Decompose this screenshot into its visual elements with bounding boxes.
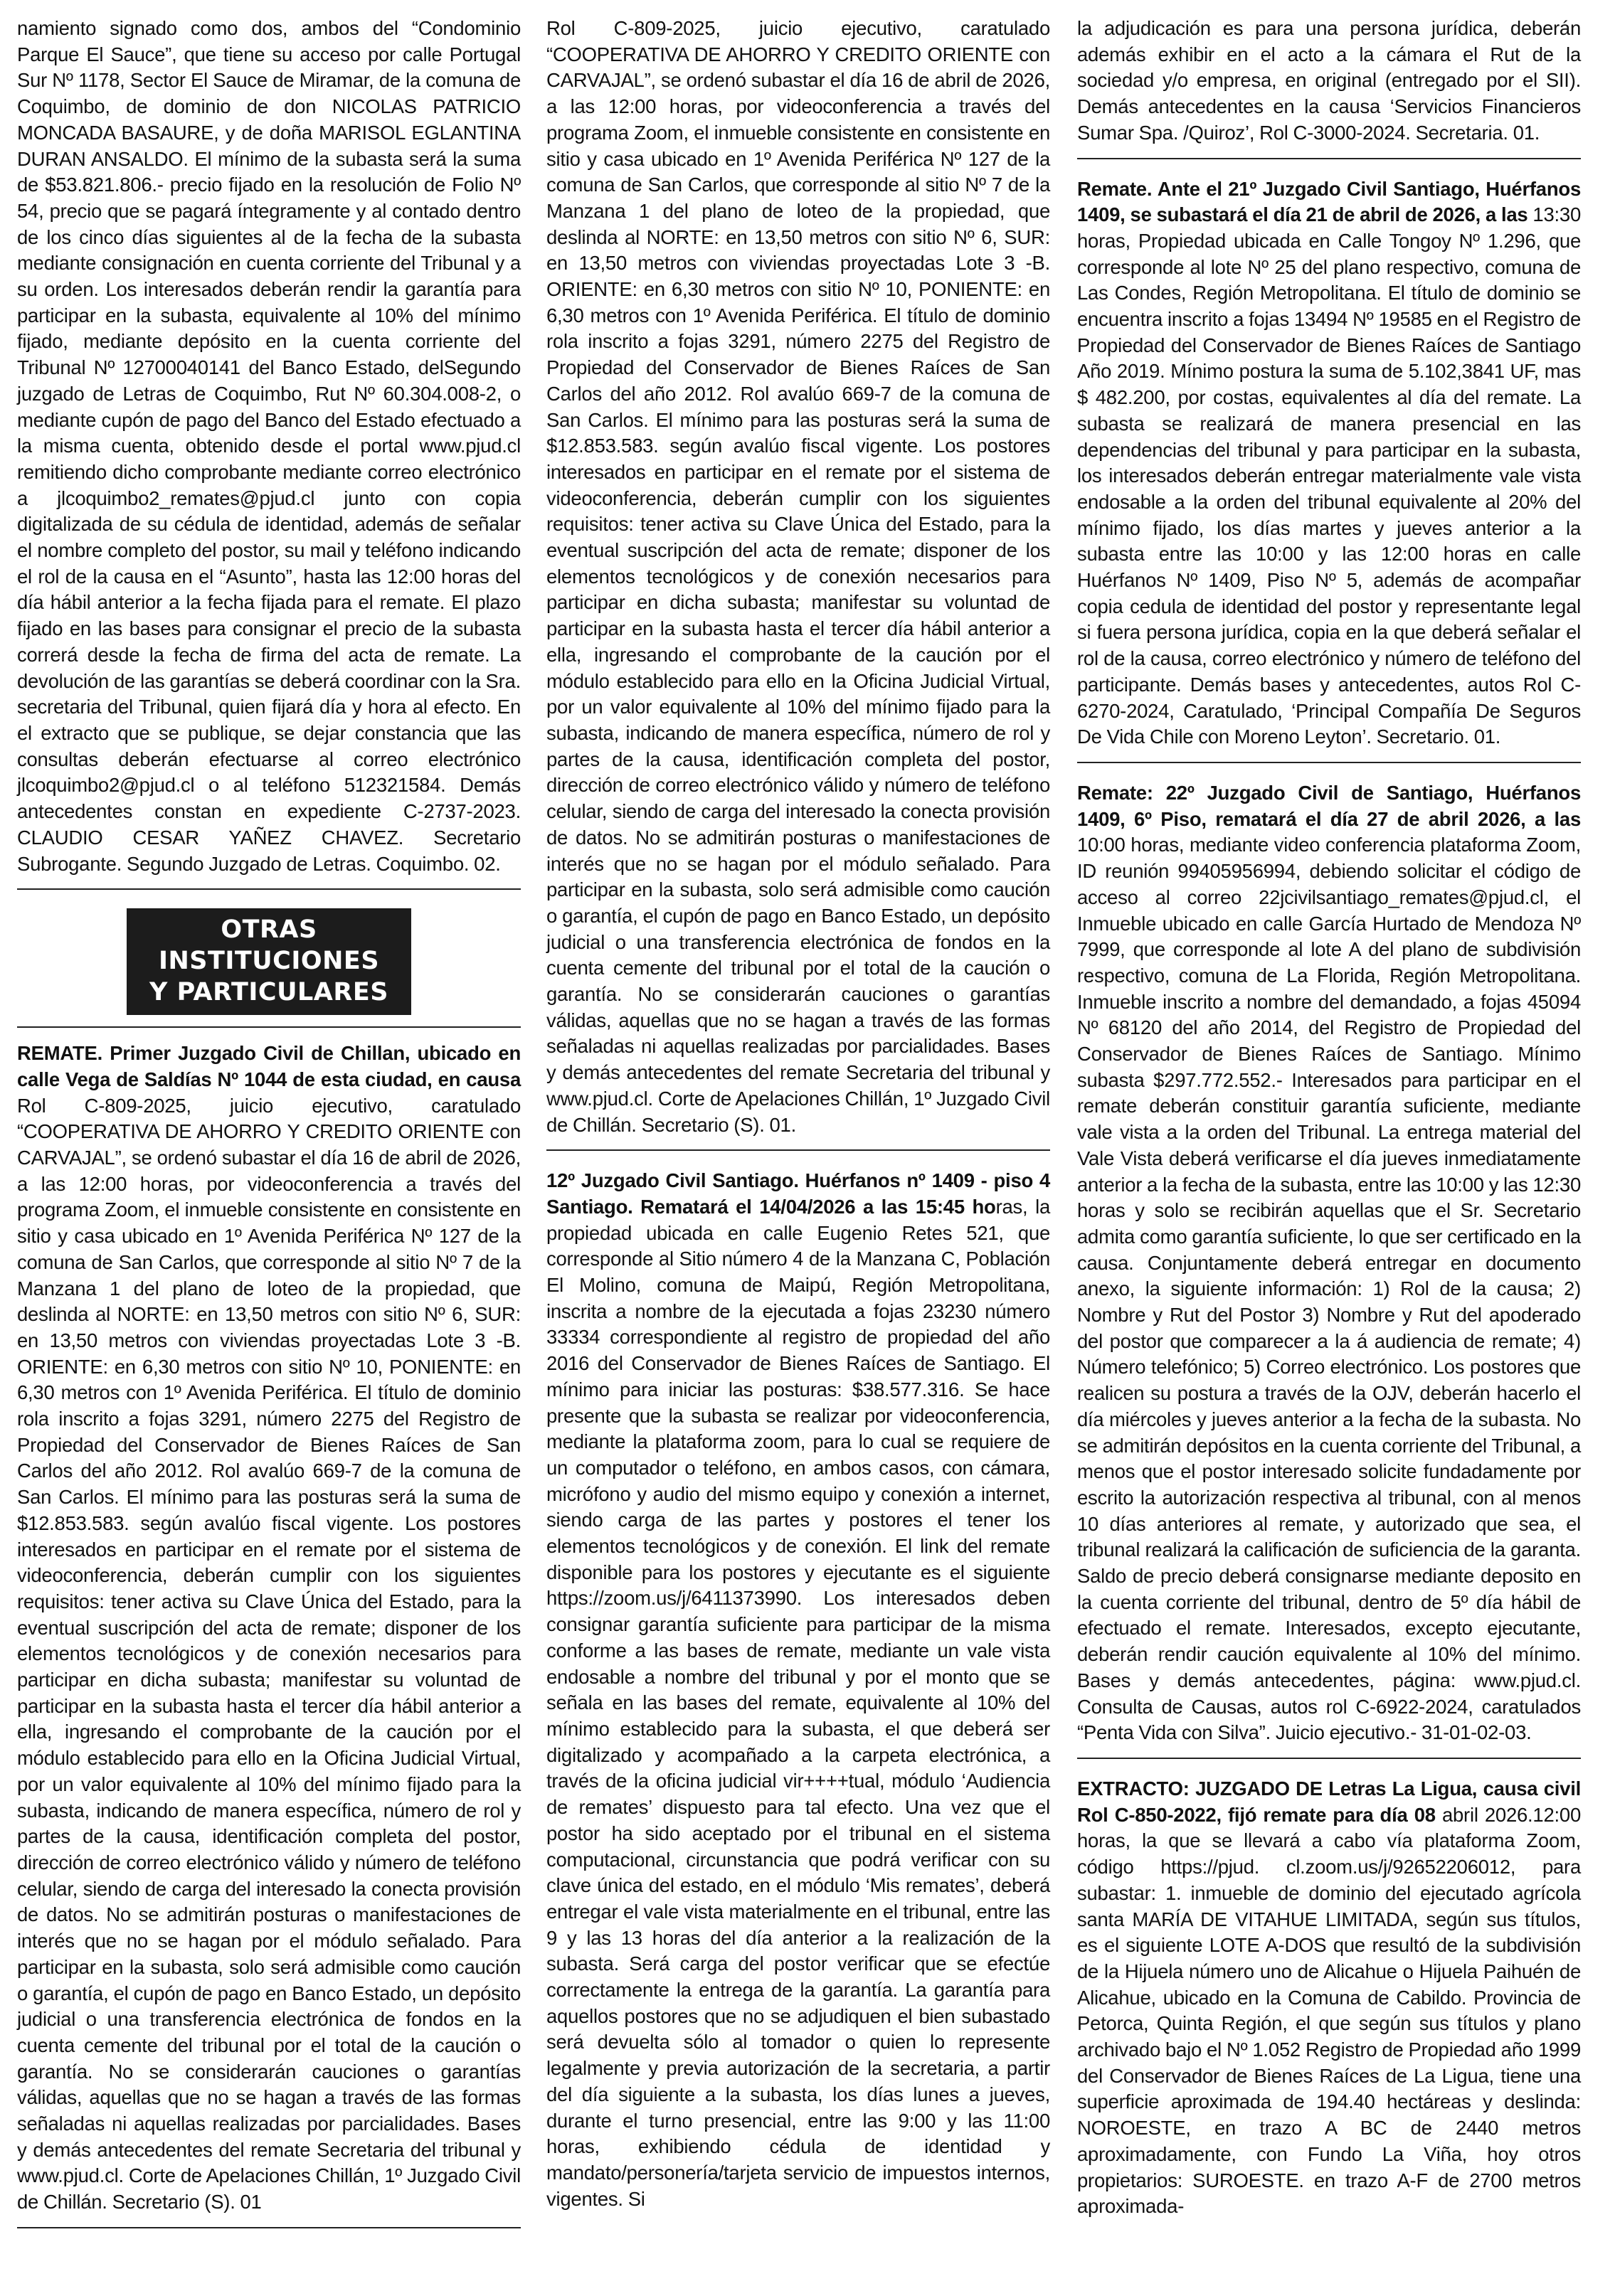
- section-header: [17, 908, 521, 1028]
- section-header-line-1: OTRAS INSTITUCIONES: [158, 915, 380, 976]
- notice-heading: EXTRACTO: JUZGADO DE Letras La Ligua, causa civil Rol C-850-2022, fijó remate para día 08: [1077, 1777, 1581, 1826]
- notice-chillan-continuation: Rol C-809-2025, juicio ejecutivo, caratulado “COOPERATIVA DE AHORRO Y CREDITO ORIENTE con CARVAJAL”, se ordenó subastar el día 16 de abril de 2026, a las 12:00 horas, por videoconferencia a través del programa Zoom, el inmueble consistente en consistente en sitio y casa ubicado en 1º Avenida Periférica Nº 127 de la comuna de San Carlos, que corresponde al sitio Nº 7 de la Manzana 1 del plano de loteo de la propiedad, que deslinda al NORTE: en 13,50 metros con sitio Nº 6, SUR: en 13,50 metros con viviendas proyectadas Lote 3 -B. ORIENTE: en 6,30 metros con sitio Nº 10, PONIENTE: en 6,30 metros con 1º Avenida Periférica. El título de dominio rola inscrito a fojas 3291, número 2275 del Registro de Propiedad del Conservador de Bienes Raíces de San Carlos del año 2012. Rol avalúo 669-7 de la comuna de San Carlos. El mínimo para las posturas será la suma de $12.853.583. según avalúo fiscal vigente. Los postores interesados en participar en el remate por el sistema de videoconferencia, deberán cumplir con los siguientes requisitos: tener activa su Clave Única del Estado, para la eventual suscripción del acta de remate; disponer de los elementos tecnológicos y de conexión necesarios para participar en dicha subasta; manifestar su voluntad de participar en la subasta hasta el tercer día hábil anterior a ella, ingresando el comprobante de la caución por el módulo establecido para ello en la Oficina Judicial Virtual, por un valor equivalente al 10% del mínimo fijado para la subasta, indicando de manera específica, número de rol y partes de la causa, identificación completa del postor, dirección de correo electrónico válido y número de teléfono celular, siendo de carga del interesado la conecta provisión de datos. No se admitirán posturas o manifestaciones de interés que no se hagan por el módulo señalado. Para participar en la subasta, solo será admisible como caución o garantía, el cupón de pago en Banco Estado, un depósito judicial o una transferencia electrónica de fondos en la cuenta cemente del tribunal por el total de la caución o garantía. No se considerarán cauciones o garantías válidas, aquellas que no se hagan a través de las formas señaladas ni aquellas realizadas por parcialidades. Bases y demás antecedentes del remate Secretaria del tribunal y www.pjud.cl. Corte de Apelaciones Chillán, 1º Juzgado Civil de Chillán. Secretario (S). 01.: [546, 17, 1050, 1136]
- divider: [1077, 158, 1581, 159]
- section-header-box: [127, 908, 411, 1015]
- divider: [17, 2227, 521, 2228]
- notice-12-juzgado: 12º Juzgado Civil Santiago. Huérfanos nº 1409 - piso 4 Santiago. Rematará el 14/04/2026 a las 15:45 horas, la propiedad ubicada en calle Eugenio Retes 521, que corresponde al Sitio número 4 de la Manzana C, Población El Molino, comuna de Maipú, Región Metropolitana, inscrita a nombre de la ejecutada a fojas 23230 número 33334 correspondiente al registro de propiedad del año 2016 del Conservador de Bienes Raíces de Santiago. El mínimo para iniciar las posturas: $38.577.316. Se hace presente que la subasta se realizar por videoconferencia, mediante la plataforma zoom, para lo cual se requiere de un computador o teléfono, en ambos casos, con cámara, micrófono y audio del mismo equipo y conexión a internet, siendo carga de las partes y postores el tener los elementos tecnológicos y de conexión. El link del remate disponible para los postores y ejecutante es el siguiente https://zoom.us/j/6411373990. Los interesados deben consignar garantía suficiente para participar de la misma conforme a las bases de remate, mediante un vale vista endosable a nombre del tribunal y por el monto que se señala en las bases del remate, equivalente al 10% del mínimo establecido para la subasta, el que deberá ser digitalizado y acompañado a la carpeta electrónica, a través de la oficina judicial vir++++tual, módulo ‘Audiencia de remates’ dispuesto para tal efecto. Una vez que el postor ha sido aceptado por el tribunal en el sistema computacional, circunstancia que podrá verificar con su clave única del estado, en el módulo ‘Mis remates’, deberá entregar el vale vista materialmente en el tribunal, entre las 9 y las 13 horas del día anterior a la realización de la subasta. Será carga del postor verificar que se efectúe correctamente la entrega de la garantía. La garantía para aquellos postores que no se adjudiquen el bien subastado será devuelta sólo al tomador o quien lo represente legalmente y previa autorización de la secretaria, a partir del día siguiente a la subasta, los días lunes a jueves, durante el turno presencial, entre las 9:00 y las 11:00 horas, exhibiendo cédula de identidad y mandato/personería/tarjeta servicio de impuestos internos, vigentes. Si: [546, 1169, 1050, 2210]
- notice-12-juzgado-continuation: la adjudicación es para una persona jurídica, deberán además exhibir en el acto a la cámara el Rut de la sociedad y/o empresa, en original (entregado por el SII). Demás antecedentes en la causa ‘Servicios Financieros Sumar Spa. /Quiroz’, Rol C-3000-2024. Secretaria. 01.: [1077, 17, 1581, 144]
- column-3: [1077, 16, 1581, 2220]
- notice-22-juzgado: Remate: 22º Juzgado Civil de Santiago, Huérfanos 1409, 6º Piso, rematará el día 27 de abril 2026, a las 10:00 horas, mediante video conferencia plataforma Zoom, ID reunión 99405956994, debiendo solicitar el código de acceso al correo 22jcivilsantiago_remates@pjud.cl, el Inmueble ubicado en calle García Hurtado de Mendoza Nº 7999, que corresponde al lote A del plano de subdivisión respectivo, comuna de La Florida, Región Metropolitana. Inmueble inscrito a nombre del demandado, a fojas 45094 Nº 68120 del año 2014, del Registro de Propiedad del Conservador de Bienes Raíces de Santiago. Mínimo subasta $297.772.552.- Interesados para participar en el remate deberán constituir garantía suficiente, mediante vale vista a la orden del Tribunal. La entrega material del Vale Vista deberá verificarse el día jueves inmediatamente anterior a la fecha de la subasta, entre las 10:00 y las 12:30 horas y solo se recibirán aquellas que el Sr. Secretario admita como garantía suficiente, lo que ser certificado en la causa. Conjuntamente deberá entregar en documento anexo, la siguiente información: 1) Rol de la causa; 2) Nombre y Rut del Postor 3) Nombre y Rut del apoderado del postor que comparecer a la á audiencia de remate; 4) Número telefónico; 5) Correo electrónico. Los postores que realicen su postura a través de la OJV, deberán hacerlo el día miércoles y jueves anterior a la fecha de la subasta. No se admitirán depósitos en la cuenta corriente del Tribunal, a menos que el postor interesado solicite fundadamente por escrito la autorización respectiva al tribunal, con al menos 10 días anteriores al remate, y autorizado que sea, el tribunal realizará la calificación de suficiencia de la garanta. Saldo de precio deberá consignarse mediante deposito en la cuenta corriente del tribunal, dentro de 5º día hábil de efectuado el remate. Interesados, excepto ejecutante, deberán rendir caución equivalente al 10% del mínimo. Bases y demás antecedentes, página: www.pjud.cl. Consulta de Causas, autos rol C-6922-2024, caratulados “Penta Vida con Silva”. Juicio ejecutivo.- 31-01-02-03.: [1077, 781, 1581, 1744]
- notice-heading: Remate: 22º Juzgado Civil de Santiago, Huérfanos 1409, 6º Piso, rematará el día 27 de abril 2026, a las: [1077, 781, 1581, 830]
- divider: [17, 888, 521, 890]
- divider: [546, 1149, 1050, 1151]
- notice-chillan-remate: REMATE. Primer Juzgado Civil de Chillan, ubicado en calle Vega de Saldías Nº 1044 de esta ciudad, en causa Rol C-809-2025, juicio ejecutivo, caratulado “COOPERATIVA DE AHORRO Y CREDITO ORIENTE con CARVAJAL”, se ordenó subastar el día 16 de abril de 2026, a las 12:00 horas, por videoconferencia a través del programa Zoom, el inmueble consistente en consistente en sitio y casa ubicado en 1º Avenida Periférica Nº 127 de la comuna de San Carlos, que corresponde al sitio Nº 7 de la Manzana 1 del plano de loteo de la propiedad, que deslinda al NORTE: en 13,50 metros con sitio Nº 6, SUR: en 13,50 metros con viviendas proyectadas Lote 3 -B. ORIENTE: en 6,30 metros con sitio Nº 10, PONIENTE: en 6,30 metros con 1º Avenida Periférica. El título de dominio rola inscrito a fojas 3291, número 2275 del Registro de Propiedad del Conservador de Bienes Raíces de San Carlos del año 2012. Rol avalúo 669-7 de la comuna de San Carlos. El mínimo para las posturas será la suma de $12.853.583. según avalúo fiscal vigente. Los postores interesados en participar en el remate por el sistema de videoconferencia, deberán cumplir con los siguientes requisitos: tener activa su Clave Única del Estado, para la eventual suscripción del acta de remate; disponer de los elementos tecnológicos y de conexión necesarios para participar en dicha subasta; manifestar su voluntad de participar en la subasta hasta el tercer día hábil anterior a ella, ingresando el comprobante de la caución por el módulo establecido para ello en la Oficina Judicial Virtual, por un valor equivalente al 10% del mínimo fijado para la subasta, indicando de manera específica, número de rol y partes de la causa, identificación completa del postor, dirección de correo electrónico válido y número de teléfono celular, siendo de carga del interesado la conecta provisión de datos. No se admitirán posturas o manifestaciones de interés que no se hagan por el módulo señalado. Para participar en la subasta, solo será admisible como caución o garantía, el cupón de pago en Banco Estado, un depósito judicial o una transferencia electrónica de fondos en la cuenta cemente del tribunal por el total de la caución o garantía. No se considerarán cauciones o garantías válidas, aquellas que no se hagan a través de las formas señaladas ni aquellas realizadas por parcialidades. Bases y demás antecedentes del remate Secretaria del tribunal y www.pjud.cl. Corte de Apelaciones Chillán, 1º Juzgado Civil de Chillán. Secretario (S). 01: [17, 1042, 521, 2213]
- notice-la-ligua-extracto: EXTRACTO: JUZGADO DE Letras La Ligua, causa civil Rol C-850-2022, fijó remate para día 08 abril 2026.12:00 horas, la que se llevará a cabo vía plataforma Zoom, código https://pjud. cl.zoom.us/j/92652206012, para subastar: 1. inmueble de dominio del ejecutado agrícola santa MARÍA DE VITAHUE LIMITADA, según sus títulos, es el siguiente LOTE A-DOS que resultó de la subdivisión de la Hijuela número uno de Alicahue o Hijuela Paihuén de Alicahue, ubicado en la Comuna de Cabildo. Provincia de Petorca, Quinta Región, el que según sus títulos y plano archivado bajo el Nº 1.052 Registro de Propiedad año 1999 del Conservador de Bienes Raíces de La Ligua, tiene una superficie aproximada de 194.40 hectáreas y deslinda: NOROESTE, en trazo A BC de 2440 metros aproximadamente, con Fundo La Viña, hoy otros propietarios: SUROESTE. en trazo A-F de 2700 metros aproximada-: [1077, 1777, 1581, 2218]
- notice-heading: Remate. Ante el 21º Juzgado Civil Santiago, Huérfanos 1409, se subastará el día 21 de abril de 2026, a las: [1077, 177, 1581, 226]
- notice-21-juzgado: Remate. Ante el 21º Juzgado Civil Santiago, Huérfanos 1409, se subastará el día 21 de abril de 2026, a las 13:30 horas, Propiedad ubicada en Calle Tongoy Nº 1.296, que corresponde al lote Nº 25 del plano respectivo, comuna de Las Condes, Región Metropolitana. El título de dominio se encuentra inscrito a fojas 13494 Nº 19585 en el Registro de Propiedad del Conservador de Bienes Raíces de Santiago Año 2019. Mínimo postura la suma de 5.102,3841 UF, mas $ 482.200, por costas, equivalentes al día del remate. La subasta se realizará de manera presencial en las dependencias del tribunal y para participar en la subasta, los interesados deberán entregar materialmente vale vista endosable a la orden del tribunal equivalente al 20% del mínimo fijado, los días martes y jueves anterior a la subasta entre las 10:00 y las 12:00 horas en calle Huérfanos Nº 1409, Piso Nº 5, además de acompañar copia cedula de identidad del postor y representante legal si fuera persona jurídica, copia en la que deberá señalar el rol de la causa, correo electrónico y número de teléfono del participante. Demás bases y antecedentes, autos Rol C-6270-2024, Caratulado, ‘Principal Compañía De Seguros De Vida Chile con Moreno Leyton’. Secretario. 01.: [1077, 177, 1581, 748]
- notice-heading: 12º Juzgado Civil Santiago. Huérfanos nº 1409 - piso 4 Santiago. Rematará el 14/04/2026 a las 15:45 ho: [546, 1169, 1050, 1218]
- divider: [1077, 1758, 1581, 1759]
- column-1: [17, 16, 521, 2245]
- section-header-line-2: Y PARTICULARES: [149, 978, 388, 1007]
- column-2: [546, 16, 1050, 2212]
- divider: [1077, 762, 1581, 763]
- notice-heading: REMATE. Primer Juzgado Civil de Chillan, ubicado en calle Vega de Saldías Nº 1044 de esta ciudad, en causa: [17, 1042, 521, 1090]
- notice-coquimbo-continuation: namiento signado como dos, ambos del “Condominio Parque El Sauce”, que tiene su acceso por calle Portugal Sur Nº 1178, Sector El Sauce de Miramar, de la comuna de Coquimbo, de dominio de don NICOLAS PATRICIO MONCADA BASAURE, y de doña MARISOL EGLANTINA DURAN ANSALDO. El mínimo de la subasta será la suma de $53.821.806.- precio fijado en la resolución de Folio Nº 54, precio que se pagará íntegramente y al contado dentro de los cinco días siguientes al de la fecha de la subasta mediante consignación en cuenta corriente del Tribunal y a su orden. Los interesados deberán rendir la garantía para participar en la subasta, equivalente al 10% del mínimo fijado, mediante depósito en la cuenta corriente del Tribunal Nº 12700040141 del Banco Estado, delSegundo juzgado de Letras de Coquimbo, Rut Nº 60.304.008-2, o mediante cupón de pago del Banco del Estado efectuado a la misma cuenta, obtenido desde el portal www.pjud.cl remitiendo dicho comprobante mediante correo electrónico a jlcoquimbo2_remates@pjud.cl junto con copia digitalizada de su cédula de identidad, además de señalar el nombre completo del postor, su mail y teléfono indicando el rol de la causa en el “Asunto”, hasta las 12:00 horas del día hábil anterior a la fecha fijada para el remate. El plazo fijado en las bases para consignar el precio de la subasta correrá desde la fecha de firma del acta de remate. La devolución de las garantías se deberá coordinar con la Sra. secretaria del Tribunal, quien fijará día y hora al efecto. En el extracto que se publique, se dejar constancia que las consultas deberán efectuarse al correo electrónico jlcoquimbo2@pjud.cl o al teléfono 512321584. Demás antecedentes constan en expediente C-2737-2023. CLAUDIO CESAR YAÑEZ CHAVEZ. Secretario Subrogante. Segundo Juzgado de Letras. Coquimbo. 02.: [17, 17, 521, 875]
